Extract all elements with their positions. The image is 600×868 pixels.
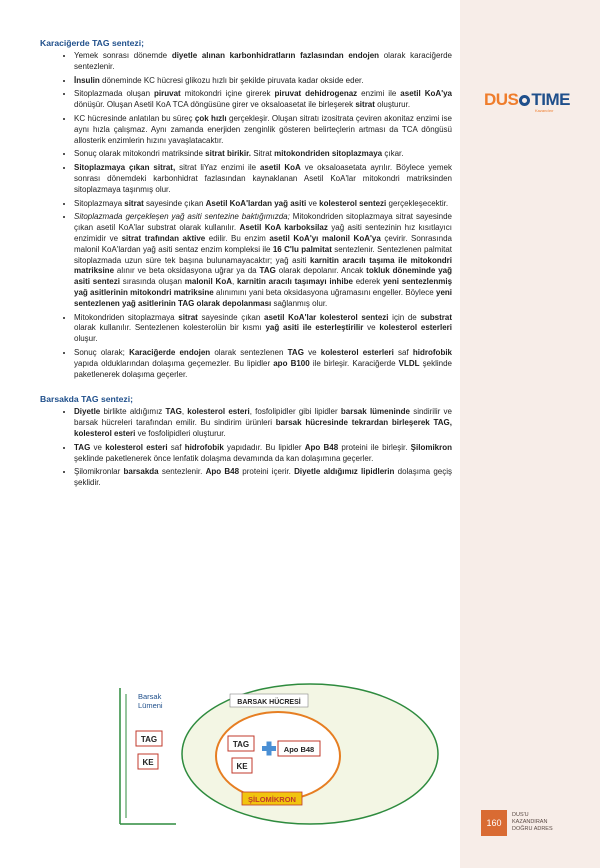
section-title-liver: Karaciğerde TAG sentezi;	[40, 38, 144, 48]
text-run: şeklinde paketlenerek dolaşıma geçerler.	[74, 358, 452, 379]
bold-text: yeni sentezlenmiş yağ asitlerinin mitokondri matriksine	[74, 277, 453, 297]
bold-text: asetil KoA'lar kolesterol sentezi	[264, 312, 389, 322]
text-run: ve	[306, 198, 320, 208]
bold-text: kolesterol esterleri	[379, 323, 452, 333]
bold-text: VLDL	[398, 358, 420, 368]
bold-text: Diyetle aldığımız lipidlerin	[294, 467, 395, 477]
text-run: ve	[90, 442, 106, 452]
text-run: Şilomikronlar	[74, 467, 124, 477]
bold-text: karnitin aracılı taşımayı inhibe	[237, 277, 353, 287]
chylomicron-diagram	[114, 676, 458, 828]
text-run: , fosfolipidler gibi lipidler	[249, 407, 341, 417]
text-run: çıkar.	[382, 149, 404, 159]
text-run: olarak sentezlenen	[210, 347, 288, 357]
bold-text: 16 C'lu palmitat	[272, 244, 332, 254]
section-title-intestine: Barsakda TAG sentezi;	[40, 394, 133, 405]
text-run: ve fosfolipidleri oluşturur.	[135, 428, 226, 438]
lumen-ke: KE	[142, 758, 154, 767]
bold-text: kolesterol esteri	[105, 442, 168, 452]
bold-text: sitrat	[355, 100, 375, 110]
bold-text: kolesterol esterleri	[320, 347, 394, 357]
text-run: yapıda olduklarından dolaşıma geçemezler. Bu lipidler	[74, 358, 274, 368]
bold-text: kolesterol esteri	[187, 407, 250, 417]
text-run: enzimi ile	[357, 89, 401, 99]
bold-text: Asetil KoA karboksilaz	[239, 223, 328, 233]
bold-text: Sitoplazmaya çıkan sitrat,	[74, 163, 176, 173]
text-run: edilir. Bu enzim	[205, 233, 270, 243]
page-number: 160	[481, 810, 507, 836]
bold-text: TAG	[259, 266, 276, 276]
text-run: ederek	[352, 277, 383, 287]
cell-ke: KE	[236, 762, 248, 771]
bold-text: diyetle alınan karbonhidratların fazlasından endojen	[171, 51, 380, 60]
text-run: Mitokondriden sitoplazmaya sitrat sayesinde çıkan asetil KoA'lar substrat olarak kullanılır.	[74, 212, 453, 233]
list-item	[74, 76, 452, 87]
bold-text: piruvat dehidrogenaz	[274, 89, 358, 99]
text-run: sindirilir ve barsak hücreleri tarafından emilir. Bu sindirim ürünleri	[74, 407, 452, 428]
text-run: birlikte aldığımız	[100, 407, 166, 417]
list-item	[74, 114, 452, 146]
text-run: Sitoplazmada oluşan	[74, 89, 155, 99]
text-run: Sonuç olarak mitokondri matriksinde	[74, 149, 206, 159]
list-item	[74, 348, 452, 380]
bold-text: karnitin aracılı taşıma ile mitokondri matriksine	[74, 255, 452, 276]
bold-text: tokluk döneminde yağ asiti sentezi	[74, 266, 452, 287]
lumen-label-2: Lümeni	[138, 701, 163, 710]
text-run: yapıdadır. Bu lipidler	[223, 442, 305, 452]
italic-text: Sitoplazmada gerçekleşen yağ asiti sentezine baktığımızda;	[74, 212, 290, 222]
bold-text: Apo B48	[304, 442, 339, 452]
text-run: olarak kullanılır. Sentezlenen kolesterolün bir kısmı	[74, 323, 266, 333]
bold-text: Diyetle	[74, 407, 101, 417]
text-run: ,	[181, 407, 188, 417]
bold-text: hidrofobik	[412, 347, 452, 357]
text-run: sayesinde çıkan	[197, 312, 264, 322]
bold-text: asetil KoA'yı malonil KoA'ya	[269, 233, 381, 243]
text-run: proteini içerir.	[239, 467, 295, 477]
text-run: şeklinde paketlenerek önce lenfatik dolaşma devamında da kan dolaşımına geçerler.	[74, 453, 374, 463]
list-item	[74, 51, 452, 73]
bold-text: TAG	[287, 347, 304, 357]
list-item	[74, 89, 452, 111]
bold-text: barsak lümeninde	[340, 407, 410, 417]
bold-text: barsakda	[123, 467, 159, 477]
text-run: çevirir. Sonrasında malonil KoA'lardan yağ asiti sentaz enzim kompleksi ile	[74, 233, 452, 254]
cell-tag: TAG	[232, 740, 250, 749]
text-run: dolaşıma geçiş şeklidir.	[74, 467, 452, 488]
text-run: sayesinde çıkan	[143, 198, 206, 208]
bold-text: barsak hücresinde tekrardan birleşerek TAG, kolesterol esteri	[74, 418, 452, 438]
text-run: sırasında oluşan	[119, 277, 185, 287]
text-run: saf	[393, 347, 413, 357]
list-item	[74, 443, 452, 465]
text-run: alınır ve beta oksidasyona uğrar ya da	[114, 266, 260, 276]
chylomicron-label: ŞİLOMİKRON	[248, 795, 296, 804]
text-run: gerçekleşecektir.	[386, 198, 449, 208]
text-run: ve oksaloasetata ayrılır. Böylece yemek sonrası dönemdeki karbonhidrat fazlasından kaynaklanan Asetil KoA'lar mitokondri matriksinden sitoplazmaya taşınmış olur.	[74, 163, 452, 194]
bold-text: mitokondriden sitoplazmaya	[274, 149, 383, 159]
bold-text: sitrat trafından aktive	[121, 233, 206, 243]
text-run: ve	[363, 323, 380, 333]
text-run: ,	[231, 277, 237, 287]
bold-text: Asetil KoA'lardan yağ asiti	[205, 198, 307, 208]
text-run: KC hücresinde anlatılan bu süreç	[74, 113, 195, 123]
text-run: döneminde KC hücresi glikozu hızlı bir şekilde piruvata kadar okside eder.	[99, 75, 364, 85]
liver-tag-list	[40, 51, 452, 380]
bold-text: piruvat	[154, 89, 181, 99]
text-run: saf	[167, 442, 185, 452]
text-run: yağ asiti sentezinin hız kısıtlayıcı enzimidir ve	[74, 223, 453, 243]
bold-text: çok hızlı	[194, 113, 227, 123]
footer-tagline: DUS'U KAZANDIRAN DOĞRU ADRES	[512, 812, 553, 832]
text-run: sentezlenir.	[158, 467, 206, 477]
right-sidebar	[460, 0, 600, 868]
apo-label: Apo B48	[283, 745, 315, 754]
text-run: dönüşür. Oluşan Asetil KoA TCA döngüsüne girer ve oksaloasetat ile birleşerek	[74, 100, 356, 110]
text-run: ve	[303, 347, 321, 357]
lumen-label-1: Barsak	[138, 692, 162, 701]
bold-text: yağ asiti ile esterleştirilir	[265, 323, 364, 333]
bold-text: Karaciğerde endojen	[129, 347, 211, 357]
text-run: için de	[388, 312, 421, 322]
list-item	[74, 199, 452, 210]
bold-text: substrat	[420, 312, 452, 322]
page-content	[40, 38, 452, 492]
text-run: Yemek sonrası dönemde	[74, 51, 172, 60]
text-run: sentezlenir. Sentezlenen palmitat sitoplazmada uzun süre tek başına bulunamayacaktır; yağ asiti	[74, 244, 452, 265]
bold-text: asetil KoA	[259, 163, 301, 173]
text-run: gerçekleşir. Oluşan sitratı izositrata çeviren akonitaz enzimi ise aynı hızla çalışmaz. Aynı zamanda enerjiden zenginlik gösteren belirteçlerin artması da TCA döngüsü allosterik enzimlerin hızını yavaşlatacaktır.	[74, 113, 453, 145]
text-run: mitokondri içine girerek	[180, 89, 275, 99]
bold-text: yeni sentezlenen yağ asitlerinin TAG olarak depolanması	[74, 287, 453, 308]
bold-text: hidrofobik	[184, 442, 224, 452]
list-item	[74, 313, 452, 345]
bold-text: İnsulin	[74, 75, 100, 85]
text-run: olarak karaciğerde sentezlenir.	[74, 51, 452, 71]
bold-text: TAG	[74, 442, 91, 452]
text-run: Mitokondriden sitoplazmaya	[74, 312, 179, 322]
bold-text: asetil KoA'ya	[400, 89, 452, 99]
lumen-tag: TAG	[140, 735, 158, 744]
text-run: sitrat liYaz enzimi ile	[175, 163, 260, 173]
bold-text: apo B100	[273, 358, 310, 368]
dustime-logo: DUS TIME	[484, 90, 571, 109]
text-run: proteini ile birleşir.	[338, 442, 411, 452]
bold-text: sitrat	[178, 312, 198, 322]
text-run: Sitoplazmaya	[74, 198, 125, 208]
bold-text: sitrat birikir.	[205, 149, 251, 159]
text-run: Sitrat	[250, 149, 275, 159]
bold-text: sitrat	[124, 198, 144, 208]
cell-label: BARSAK HÜCRESİ	[237, 699, 301, 706]
bold-text: Şilomikron	[410, 442, 452, 452]
text-run: ile birleşir. Karaciğerde	[309, 358, 399, 368]
logo-tagline: Kazandırır	[535, 108, 554, 113]
list-item	[74, 407, 452, 439]
text-run: sağlanmış olur.	[271, 298, 328, 308]
text-run: Sonuç olarak;	[74, 347, 130, 357]
list-item	[74, 467, 452, 489]
bold-text: Apo B48	[205, 467, 240, 477]
text-run: alınımını yani beta oksidasyona uğramasını engeller. Böylece	[213, 287, 436, 297]
bold-text: kolesterol sentezi	[319, 198, 387, 208]
list-item	[74, 149, 452, 160]
list-item	[74, 212, 452, 309]
bold-text: malonil KoA	[184, 277, 232, 287]
tooth-ring-icon	[519, 95, 530, 106]
text-run: oluşturur.	[374, 100, 411, 110]
text-run: oluşur.	[74, 334, 98, 344]
bold-text: TAG	[165, 407, 182, 417]
intestine-tag-list	[40, 407, 452, 489]
text-run: olarak depolanır. Ancak	[275, 266, 367, 276]
list-item	[74, 163, 452, 195]
